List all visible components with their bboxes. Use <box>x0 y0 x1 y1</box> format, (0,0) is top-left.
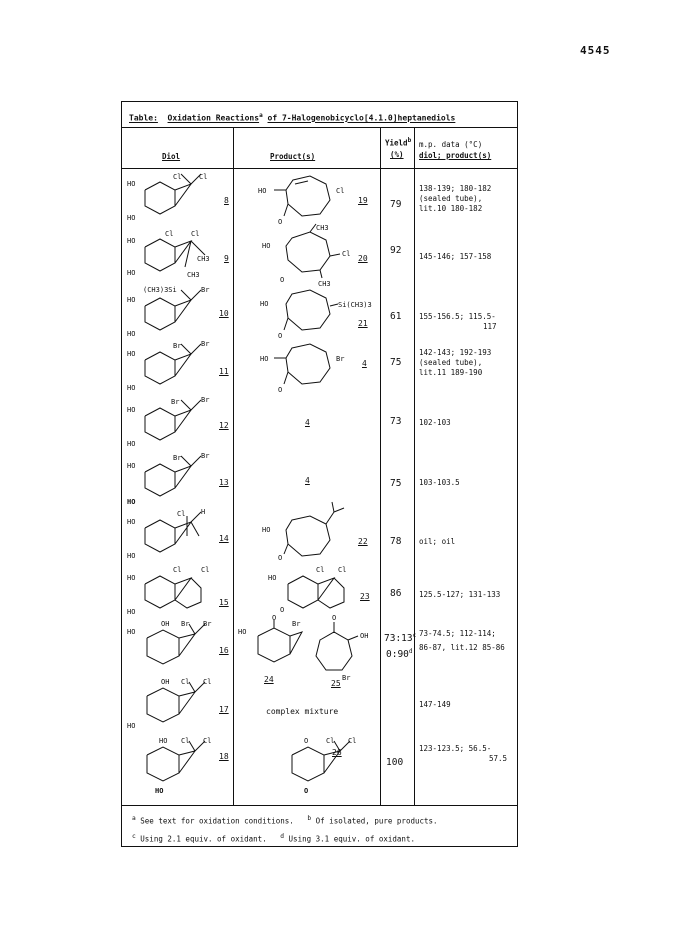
structure-label: O <box>304 787 309 795</box>
structure-label: Br <box>201 396 210 404</box>
title-main: Oxidation Reactions <box>167 113 260 123</box>
structure-label: O <box>332 614 337 622</box>
structure-label: HO <box>127 269 136 277</box>
structure-label: Cl <box>203 737 212 745</box>
mp-data <box>419 590 500 600</box>
structure-label: OH <box>360 632 369 640</box>
structure-label: Br <box>201 286 210 294</box>
product-structure-19 <box>258 170 368 228</box>
yield-value: 79 <box>390 199 402 210</box>
structure-label: HO <box>127 440 136 448</box>
product-structure-20 <box>258 224 368 286</box>
structure-label: HO <box>127 237 136 245</box>
structure-label: HO <box>127 214 136 222</box>
footnote-mark: c <box>132 833 136 840</box>
structure-label: CH3 <box>187 271 200 279</box>
product-structure-21 <box>258 286 378 342</box>
structure-label: Br <box>173 342 182 350</box>
col-divider-2 <box>380 128 381 805</box>
page-number: 4545 <box>580 44 611 57</box>
diol-structure-17 <box>125 676 235 734</box>
diol-structure-14 <box>125 506 235 564</box>
product-structure-22 <box>258 500 368 564</box>
table-title-bar <box>122 102 517 128</box>
footnote-a: See text for oxidation conditions. <box>140 816 294 826</box>
yield-value: 86 <box>390 588 402 599</box>
diol-structure-11 <box>125 338 235 396</box>
product-structure-23 <box>258 562 368 620</box>
mp-line: 125.5-127; 131-133 <box>419 590 501 599</box>
title-rest: of 7-Halogenobicyclo[4.1.0]heptanediols <box>267 113 456 123</box>
yield-ratio-value: 0:90 <box>386 649 409 661</box>
structure-label: Br <box>292 620 301 628</box>
structure-label: OH <box>161 678 170 686</box>
header-yield <box>385 137 411 148</box>
mp-line: lit.10 180-182 <box>419 204 483 213</box>
structure-label: HO <box>127 406 136 414</box>
mp-line: 155-156.5; 115.5- <box>419 312 496 321</box>
mp-line: oil; oil <box>419 537 456 546</box>
structure-label: O <box>278 218 283 226</box>
structure-label: HO <box>127 384 136 392</box>
structure-label: (CH3)3Si <box>143 286 177 294</box>
complex-mixture-label: complex mixture <box>266 707 339 716</box>
structure-label: O <box>272 614 277 622</box>
yield-ratio <box>384 632 416 644</box>
yield-value: 75 <box>390 357 402 368</box>
table-title <box>129 112 455 123</box>
mp-data <box>419 348 491 378</box>
diol-number: 14 <box>219 534 229 543</box>
mp-data <box>419 478 460 488</box>
structure-label: HO <box>127 498 136 506</box>
structure-label: OH <box>161 620 170 628</box>
header-yield-unit: (%) <box>390 150 404 159</box>
structure-label: HO <box>127 462 136 470</box>
header-yield-footnote: b <box>407 137 412 144</box>
diol-number: 11 <box>219 367 229 376</box>
structure-label: Si(CH3)3 <box>338 301 372 309</box>
diol-number: 16 <box>219 646 229 655</box>
structure-label: O <box>304 737 309 745</box>
structure-label: Cl <box>326 737 335 745</box>
structure-label: HO <box>260 355 269 363</box>
structure-label: Br <box>336 355 345 363</box>
structure-label: CH3 <box>316 224 329 232</box>
structure-label: CH3 <box>197 255 210 263</box>
diol-structure-15 <box>125 562 235 620</box>
structure-label: Cl <box>181 678 190 686</box>
mp-line: (sealed tube), <box>419 358 483 367</box>
yield-value: 73 <box>390 416 402 427</box>
structure-label: HO <box>268 574 277 582</box>
structure-label: Cl <box>173 173 182 181</box>
diol-structure-8 <box>125 170 235 228</box>
structure-label: Cl <box>338 566 347 574</box>
yield-ratio-footnote: c <box>412 632 417 639</box>
structure-label: HO <box>258 187 267 195</box>
footnote-mark: b <box>307 815 312 822</box>
diol-number: 12 <box>219 421 229 430</box>
footnote-mark: a <box>132 815 136 822</box>
mp-data <box>419 744 507 764</box>
structure-label: HO <box>127 296 136 304</box>
diol-number: 15 <box>219 598 229 607</box>
structure-label: Cl <box>203 678 212 686</box>
header-rule <box>122 168 517 169</box>
mp-line: 123-123.5; 56.5- <box>419 744 492 753</box>
mp-line: 145-146; 157-158 <box>419 252 492 261</box>
structure-label: O <box>280 606 285 614</box>
product-structure-25 <box>302 614 382 690</box>
footnote-line-2 <box>132 833 415 844</box>
structure-label: Cl <box>177 510 186 518</box>
product-number: 26 <box>332 748 342 757</box>
yield-ratio-value: 73:13 <box>384 633 413 645</box>
mp-data <box>419 184 491 214</box>
structure-label: Cl <box>336 187 345 195</box>
mp-data <box>419 700 451 710</box>
yield-value: 100 <box>386 757 404 768</box>
diol-number: 9 <box>224 254 229 263</box>
structure-label: O <box>278 554 283 562</box>
structure-label: Br <box>181 620 190 628</box>
structure-label: O <box>280 276 285 284</box>
mp-line: (sealed tube), <box>419 194 483 203</box>
header-mp-line1: m.p. data (°C) <box>419 140 483 149</box>
diol-number: 8 <box>224 196 229 205</box>
mp-data <box>419 252 491 262</box>
structure-label: O <box>278 332 283 340</box>
product-number: 19 <box>358 196 368 205</box>
structure-label: H <box>201 508 206 516</box>
diol-structure-9 <box>125 227 235 285</box>
product-structure-24 <box>236 614 306 676</box>
structure-label: HO <box>262 526 271 534</box>
structure-label: Cl <box>199 173 208 181</box>
structure-label: CH3 <box>318 280 331 288</box>
structure-label: Br <box>171 398 180 406</box>
structure-label: HO <box>260 300 269 308</box>
structure-label: Br <box>203 620 212 628</box>
mp-line: lit.11 189-190 <box>419 368 483 377</box>
footnote-mark: d <box>280 833 285 840</box>
header-yield-label: Yield <box>385 138 408 148</box>
yield-value: 92 <box>390 245 402 256</box>
structure-label: HO <box>159 737 168 745</box>
structure-label: HO <box>262 242 271 250</box>
yield-ratio <box>386 648 413 660</box>
product-number: 4 <box>305 418 310 427</box>
diol-structure-13 <box>125 450 235 508</box>
structure-label: HO <box>127 518 136 526</box>
structure-label: HO <box>127 180 136 188</box>
structure-label: HO <box>127 330 136 338</box>
product-number: 24 <box>264 675 274 684</box>
structure-label: Cl <box>342 250 351 258</box>
yield-value: 75 <box>390 478 402 489</box>
structure-label: Cl <box>348 737 357 745</box>
title-footnote-mark: a <box>259 112 263 119</box>
diol-structure-16 <box>125 618 235 676</box>
product-number: 20 <box>358 254 368 263</box>
header-products: Product(s) <box>270 152 316 161</box>
mp-data <box>419 418 451 428</box>
structure-label: HO <box>238 628 247 636</box>
product-number: 21 <box>358 319 368 328</box>
yield-value: 78 <box>390 536 402 547</box>
structure-label: Cl <box>316 566 325 574</box>
structure-label: O <box>278 386 283 394</box>
diol-structure-18 <box>125 735 235 803</box>
footnote-c: Using 2.1 equiv. of oxidant. <box>140 834 267 844</box>
mp-data <box>419 312 497 332</box>
structure-label: Br <box>201 340 210 348</box>
header-mp-line2: diol; product(s) <box>419 151 492 160</box>
diol-number: 17 <box>219 705 229 714</box>
header-diol: Diol <box>162 152 181 161</box>
footnote-line-1 <box>132 815 438 826</box>
mp-line: 142-143; 192-193 <box>419 348 492 357</box>
structure-label: Cl <box>191 230 200 238</box>
structure-label: Cl <box>173 566 182 574</box>
structure-label: Cl <box>201 566 210 574</box>
mp-line: 138-139; 180-182 <box>419 184 492 193</box>
structure-label: HO <box>127 574 136 582</box>
yield-ratio-footnote: d <box>408 648 413 655</box>
product-number: 4 <box>305 476 310 485</box>
mp-line: 86-87, lit.12 85-86 <box>419 643 505 652</box>
diol-number: 13 <box>219 478 229 487</box>
diol-number: 10 <box>219 309 229 318</box>
diol-number: 18 <box>219 752 229 761</box>
product-number: 4 <box>362 359 367 368</box>
structure-label: Br <box>173 454 182 462</box>
mp-line: 57.5 <box>489 754 508 763</box>
structure-label: HO <box>127 722 136 730</box>
structure-label: Br <box>342 674 351 682</box>
mp-line: 117 <box>483 322 497 331</box>
diol-structure-12 <box>125 394 235 452</box>
title-prefix: Table: <box>129 113 158 123</box>
diol-structure-10 <box>125 282 235 342</box>
product-structure-4 <box>258 340 368 396</box>
structure-label: Br <box>201 452 210 460</box>
structure-label: HO <box>155 787 164 795</box>
structure-label: Cl <box>165 230 174 238</box>
footnote-b: Of isolated, pure products. <box>315 816 438 826</box>
col-divider-3 <box>414 128 415 805</box>
footnote-rule <box>122 805 517 806</box>
mp-line: 73-74.5; 112-114; <box>419 629 496 638</box>
mp-data <box>419 629 505 653</box>
product-structure-26 <box>270 735 380 803</box>
structure-label: Cl <box>181 737 190 745</box>
product-number: 25 <box>331 679 341 688</box>
footnote-d: Using 3.1 equiv. of oxidant. <box>288 834 415 844</box>
product-number: 22 <box>358 537 368 546</box>
yield-value: 61 <box>390 311 402 322</box>
structure-label: HO <box>127 608 136 616</box>
mp-data <box>419 537 455 547</box>
mp-line: 147-149 <box>419 700 451 709</box>
mp-line: 103-103.5 <box>419 478 460 487</box>
mp-line: 102-103 <box>419 418 451 427</box>
structure-label: HO <box>127 628 136 636</box>
product-number: 23 <box>360 592 370 601</box>
structure-label: HO <box>127 350 136 358</box>
structure-label: HO <box>127 552 136 560</box>
